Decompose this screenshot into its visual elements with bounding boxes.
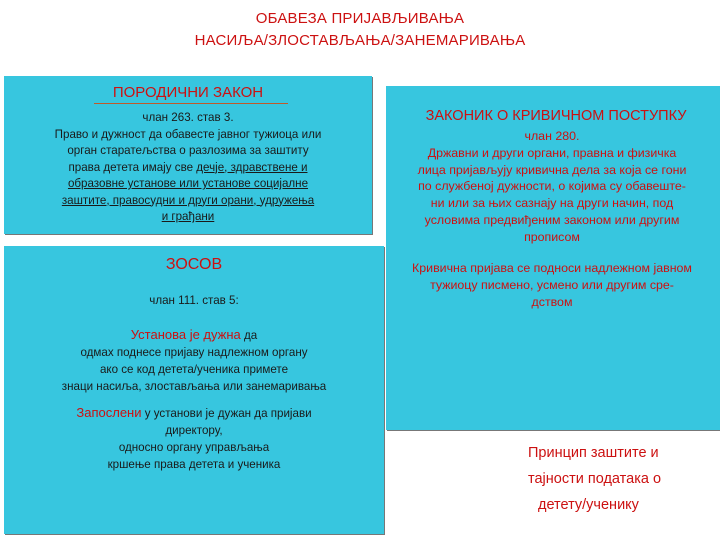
principle-line: Принцип заштите и [528,445,659,461]
criminal-code-line: прописом [524,229,580,244]
institution-lead-tail: да [240,329,258,342]
family-law-line: образовне установе или установе социјалне [67,177,309,190]
employee-line: односно органу управљања [118,441,270,454]
family-law-line: заштите, правосудни и други орани, удружења [61,193,315,207]
principle-line: тајности података о [528,471,662,487]
employee-lead: Запослени [76,405,142,420]
criminal-report-text [382,260,720,310]
criminal-code-card [386,86,720,430]
heading-underline [94,103,288,104]
criminal-code-line: лица пријављују кривична дела за која се гони [417,162,687,177]
institution-lead: Установа је дужна [130,327,241,342]
institution-line: одмах поднесе пријаву надлежном органу [80,346,308,359]
family-law-line: орган старатељства о разлозима за заштиту [67,144,309,157]
criminal-code-line: ни или за њих сазнају на други начин, под [430,196,674,211]
title-line-2: НАСИЉА/ЗЛОСТАВЉАЊА/ЗАНЕМАРИВАЊА [194,32,526,49]
employee-line: кршење права детета и ученика [107,458,281,471]
family-law-card [4,76,372,234]
criminal-code-text [382,128,720,246]
family-law-line: права детета имају све дечје, здравствене и [68,160,308,174]
family-law-line: члан 263. став 3. [142,111,234,124]
institution-line: ако се код детета/ученика примете [99,363,289,376]
family-law-line: и грађани [161,210,215,223]
zosov-article: члан 111. став 5: [149,294,239,307]
principle-line: детету/ученику [538,497,639,513]
employee-paragraph [4,404,384,473]
criminal-code-heading: ЗАКОНИК О КРИВИЧНОМ ПОСТУПКУ [425,108,687,124]
data-protection-principle [520,440,720,518]
zosov-heading: ЗОСОВ [165,256,223,273]
criminal-code-line: по службеној дужности, о којима су обавеште- [418,179,686,194]
criminal-report-line: тужиоцу писмено, усмено или другим сре- [430,277,674,292]
criminal-report-line: Кривична пријава се подноси надлежном јавном [412,261,692,275]
criminal-report-line: дством [531,294,573,309]
family-law-text [4,110,372,226]
employee-line: директору, [165,424,223,437]
criminal-code-line: Државни и други органи, правна и физичка [427,145,677,160]
slide-title [0,8,720,52]
title-line-1: ОБАВЕЗА ПРИЈАВЉИВАЊА [255,10,465,27]
family-law-line: Право и дужност да обавесте јавног тужиоца или [54,127,322,141]
employee-lead-tail: у установи је дужан да пријави [141,407,312,420]
institution-paragraph [4,326,384,395]
zosov-card [4,246,384,534]
family-law-heading: ПОРОДИЧНИ ЗАКОН [112,84,264,101]
criminal-code-line: члан 280. [524,129,580,143]
institution-line: знаци насиља, злостављања или занемаривања [61,380,327,393]
criminal-code-line: условима предвиђеним законом или другим [424,212,680,227]
